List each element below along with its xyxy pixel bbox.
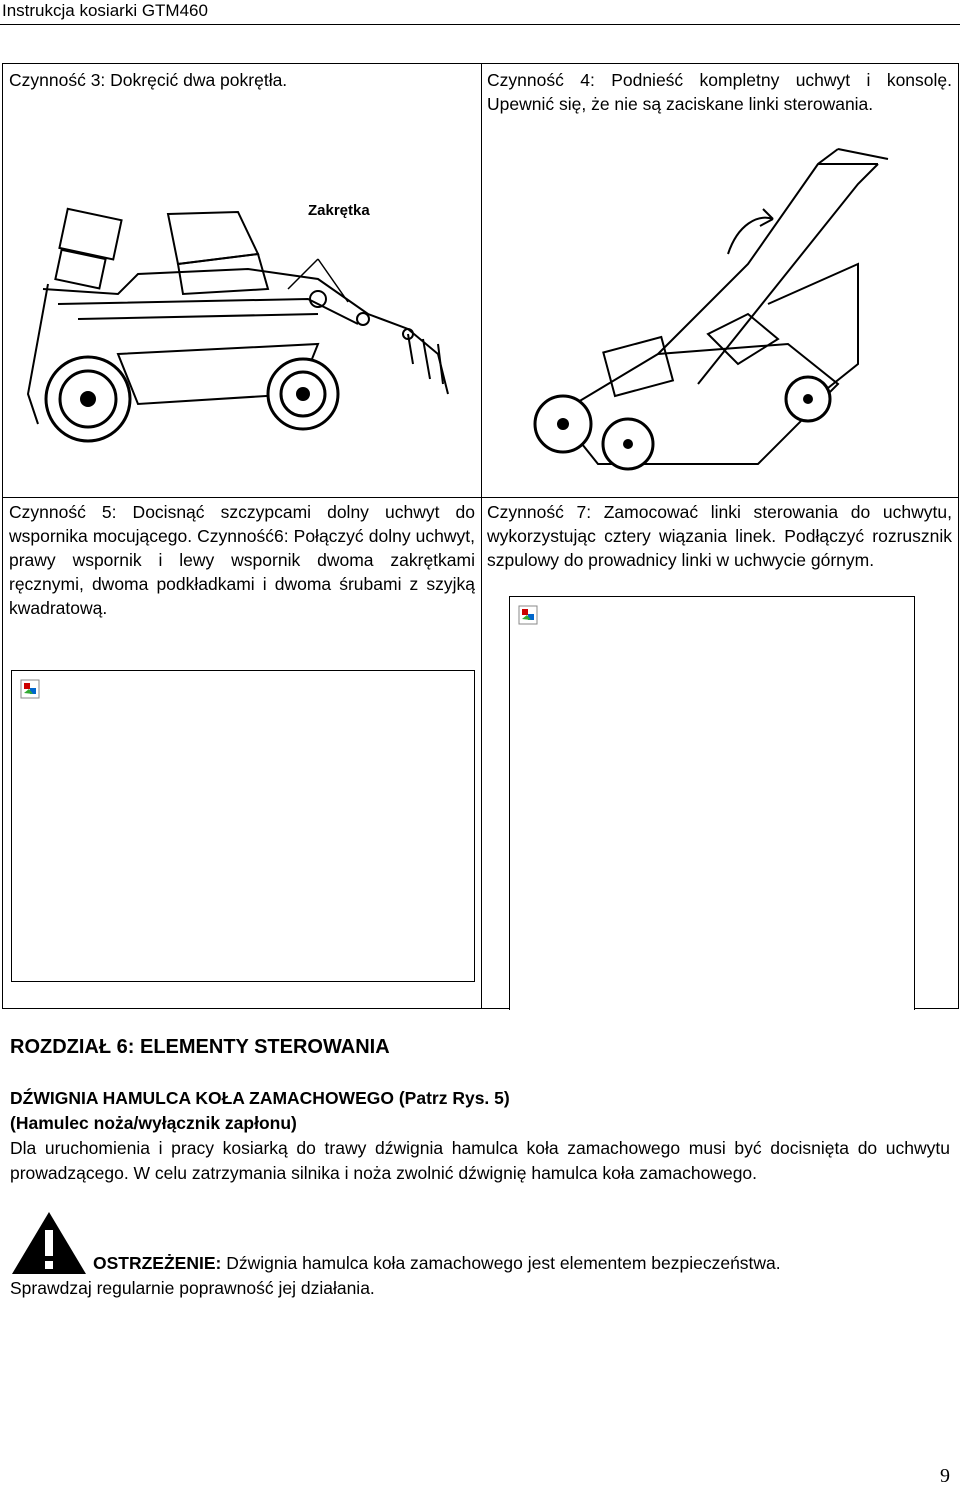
- warning-text: Dźwignia hamulca koła zamachowego jest elementem bezpieczeństwa.: [221, 1253, 781, 1273]
- warning-text-continued: Sprawdzaj regularnie poprawność jej działania.: [10, 1278, 375, 1298]
- warning-line: [93, 1251, 953, 1276]
- chapter-heading: ROZDZIAŁ 6: ELEMENTY STEROWANIA: [10, 1036, 390, 1058]
- subsection-heading: DŹWIGNIA HAMULCA KOŁA ZAMACHOWEGO (Patrz Rys. 5): [10, 1088, 510, 1108]
- step-3-text: Czynność 3: Dokręcić dwa pokrętła.: [9, 70, 288, 90]
- broken-image-icon-2: [518, 605, 538, 625]
- page-header: [0, 0, 960, 25]
- mower-raised-handle-illustration: [508, 144, 908, 484]
- zakretka-label: Zakrętka: [308, 202, 370, 219]
- mower-side-view-illustration: [18, 194, 478, 464]
- steps-table: [2, 63, 959, 1009]
- page-number: 9: [940, 1465, 950, 1487]
- body-paragraph: Dla uruchomienia i pracy kosiarką do trawy dźwignia hamulca koła zamachowego musi być docisnięta do uchwytu prowadzącego. W celu zatrzymania silnika i noża zwolnić dźwignię hamulca koła zamachowego.: [10, 1138, 950, 1183]
- step-4-text: Czynność 4: Podnieść kompletny uchwyt i konsolę. Upewnić się, że nie są zaciskane linki sterowania.: [487, 70, 952, 114]
- warning-icon: [10, 1210, 88, 1276]
- step-5-6-text: Czynność 5: Docisnąć szczypcami dolny uchwyt do wspornika mocującego. Czynność6: Połączyć dolny uchwyt, prawy wspornik i lewy wspornik dwoma zakrętkami ręcznymi, dwoma podkładkami i dwoma śrubami z szyjką kwadratową.: [9, 502, 475, 618]
- broken-image-icon: [20, 679, 40, 699]
- warning-label: OSTRZEŻENIE:: [93, 1253, 222, 1273]
- document-title: Instrukcja kosiarki GTM460: [2, 1, 208, 20]
- step-7-text: Czynność 7: Zamocować linki sterowania do uchwytu, wykorzystując cztery wiązania linek. Podłączyć rozrusznik szpulowy do prowadnicy linki w uchwycie górnym.: [487, 502, 952, 570]
- subsection-subheading: (Hamulec noża/wyłącznik zapłonu): [10, 1113, 297, 1133]
- missing-image-placeholder-2: [509, 596, 915, 1010]
- missing-image-placeholder: [11, 670, 475, 982]
